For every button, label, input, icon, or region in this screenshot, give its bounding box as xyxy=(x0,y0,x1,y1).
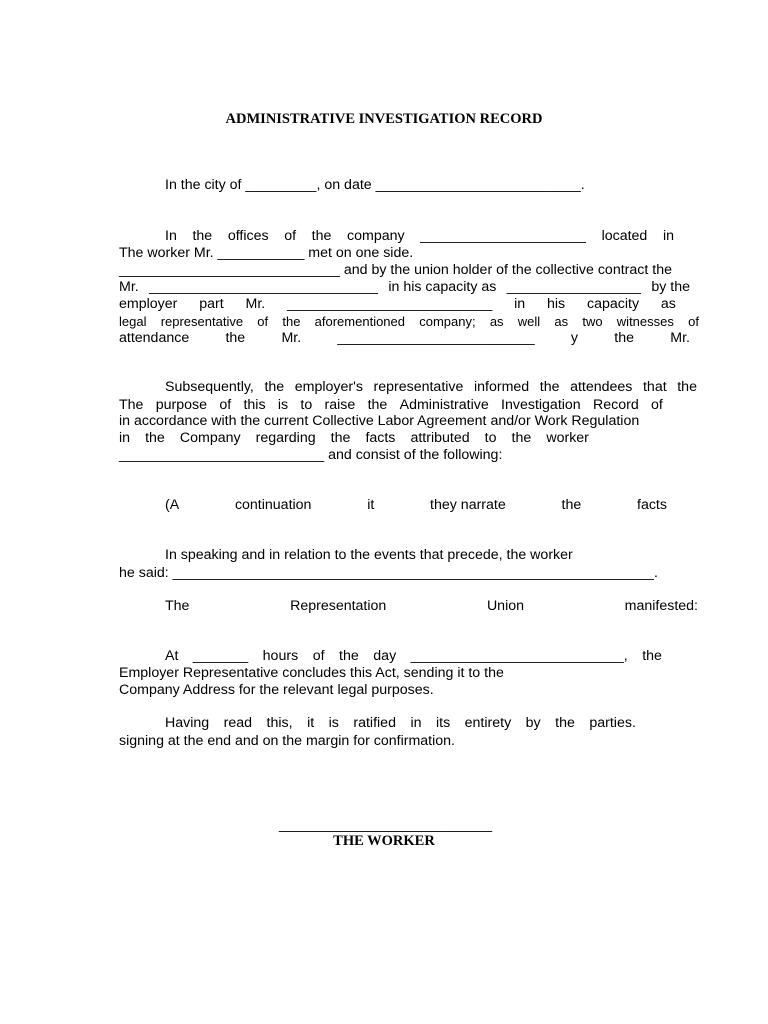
word: in xyxy=(410,715,422,731)
word: _________________ xyxy=(506,279,641,295)
word: raise xyxy=(324,397,356,413)
word: continuation xyxy=(234,497,312,513)
narrate-facts-line xyxy=(165,497,667,514)
word: located xyxy=(601,228,648,244)
purpose-line xyxy=(119,397,663,414)
employer-concludes-line: Employer Representative concludes this Act, sending it to the xyxy=(119,665,504,681)
word: Mr. xyxy=(281,330,302,346)
word: informed xyxy=(473,379,530,395)
subsequently-line xyxy=(165,379,697,396)
word: of xyxy=(651,397,663,413)
word: The xyxy=(165,598,190,614)
word: ratified xyxy=(353,715,396,731)
word: as xyxy=(489,314,504,329)
word: in xyxy=(514,296,526,312)
word: _____________________________ xyxy=(149,279,378,295)
word: the xyxy=(511,430,532,446)
word: as xyxy=(554,314,569,329)
word: read xyxy=(223,715,253,731)
word: legal xyxy=(119,314,147,329)
word: _____________________ xyxy=(420,228,586,244)
speaking-line: In speaking and in relation to the events that precede, the worker xyxy=(165,547,573,563)
word: the xyxy=(614,330,634,346)
word: the xyxy=(561,497,582,513)
word: of xyxy=(219,397,232,413)
word: is xyxy=(328,715,339,731)
word: Investigation xyxy=(501,397,581,413)
word: purpose xyxy=(155,397,208,413)
word: offices xyxy=(227,228,269,244)
word: to xyxy=(484,430,497,446)
word: _________________________ xyxy=(337,330,535,346)
word: the xyxy=(367,397,388,413)
word: it xyxy=(367,497,375,513)
word: Union xyxy=(486,598,525,614)
word: Mr. xyxy=(245,296,266,312)
word: Record xyxy=(593,397,639,413)
union-manifested-line xyxy=(165,598,698,615)
word: by xyxy=(525,715,541,731)
word: it xyxy=(307,715,315,731)
word: company; xyxy=(419,314,476,329)
he-said-line: he said: _____________________________________________________________. xyxy=(119,565,658,581)
company-regarding-line xyxy=(119,430,589,447)
word: the xyxy=(642,648,662,664)
word: the xyxy=(282,314,301,329)
word: this xyxy=(243,397,266,413)
word: representative xyxy=(160,314,244,329)
legal-representative-line xyxy=(119,313,699,330)
word: entirety xyxy=(464,715,512,731)
word: of xyxy=(257,314,269,329)
word: the xyxy=(330,430,351,446)
word: its xyxy=(435,715,451,731)
word: in his capacity as xyxy=(388,279,497,295)
word: of xyxy=(284,228,297,244)
word: Having xyxy=(165,715,210,731)
word: facts xyxy=(637,497,667,513)
word: company xyxy=(347,228,405,244)
word: in xyxy=(119,430,131,446)
word: Mr. xyxy=(670,330,690,346)
signature-line: ___________________________ xyxy=(279,817,493,833)
word: The xyxy=(119,397,144,413)
word: regarding xyxy=(255,430,316,446)
consist-line: __________________________ and consist of the following: xyxy=(119,447,503,463)
word: that xyxy=(642,379,667,395)
word: attendance xyxy=(119,330,190,346)
word: attributed xyxy=(410,430,470,446)
union-holder-line: ____________________________ and by the union holder of the collective contract the xyxy=(119,262,672,278)
company-address-line: Company Address for the relevant legal purposes. xyxy=(119,682,434,698)
word: parties. xyxy=(589,715,636,731)
word: employer's xyxy=(294,379,363,395)
word: capacity xyxy=(587,296,640,312)
word: part xyxy=(199,296,224,312)
word: In xyxy=(165,228,177,244)
word: hours xyxy=(262,648,299,664)
word: (A xyxy=(165,497,180,513)
worker-met-line: The worker Mr. ___________ met on one side. xyxy=(119,245,414,261)
word: facts xyxy=(365,430,396,446)
word: in xyxy=(662,228,674,244)
word: this, xyxy=(266,715,293,731)
word: two xyxy=(582,314,603,329)
word: to xyxy=(300,397,313,413)
word: by the xyxy=(651,279,690,295)
word: they narrate xyxy=(430,497,506,513)
employer-part-line xyxy=(119,296,676,313)
word: Mr. xyxy=(119,279,139,295)
word: aforementioned xyxy=(314,314,405,329)
word: the xyxy=(192,228,213,244)
offices-line xyxy=(165,228,674,245)
signature-label: THE WORKER xyxy=(333,833,435,849)
word: the xyxy=(539,379,560,395)
word: Company xyxy=(179,430,241,446)
word: the xyxy=(225,330,246,346)
word: __________________________ xyxy=(287,296,493,312)
word: ___________________________, xyxy=(410,648,628,664)
word: well xyxy=(517,314,541,329)
word: the xyxy=(264,379,285,395)
ratified-line xyxy=(165,715,636,732)
accordance-line: in accordance with the current Collective Labor Agreement and/or Work Regulation xyxy=(119,413,640,429)
word: of xyxy=(312,648,325,664)
word: of xyxy=(688,314,699,329)
word: Representation xyxy=(290,598,387,614)
word: attendees xyxy=(570,379,633,395)
capacity-line xyxy=(119,279,690,296)
hours-day-line xyxy=(165,648,662,665)
word: the xyxy=(555,715,575,731)
word: At xyxy=(165,648,179,664)
word: the xyxy=(145,430,165,446)
word: employer xyxy=(119,296,178,312)
word: y xyxy=(570,330,579,346)
word: Subsequently, xyxy=(165,379,254,395)
word: witnesses xyxy=(616,314,674,329)
city-date-line: In the city of _________, on date __________________________. xyxy=(165,177,585,193)
word: Administrative xyxy=(399,397,489,413)
word: representative xyxy=(373,379,464,395)
word: the xyxy=(339,648,359,664)
document-title: ADMINISTRATIVE INVESTIGATION RECORD xyxy=(225,111,543,127)
word: his xyxy=(547,296,566,312)
word: manifested: xyxy=(624,598,698,614)
word: is xyxy=(277,397,289,413)
attendance-line xyxy=(119,330,690,347)
word: the xyxy=(311,228,332,244)
word: day xyxy=(373,648,397,664)
word: worker xyxy=(546,430,589,446)
word: the xyxy=(677,379,697,395)
signing-line: signing at the end and on the margin for confirmation. xyxy=(119,733,455,749)
word: _______ xyxy=(192,648,249,664)
word: as xyxy=(660,296,676,312)
